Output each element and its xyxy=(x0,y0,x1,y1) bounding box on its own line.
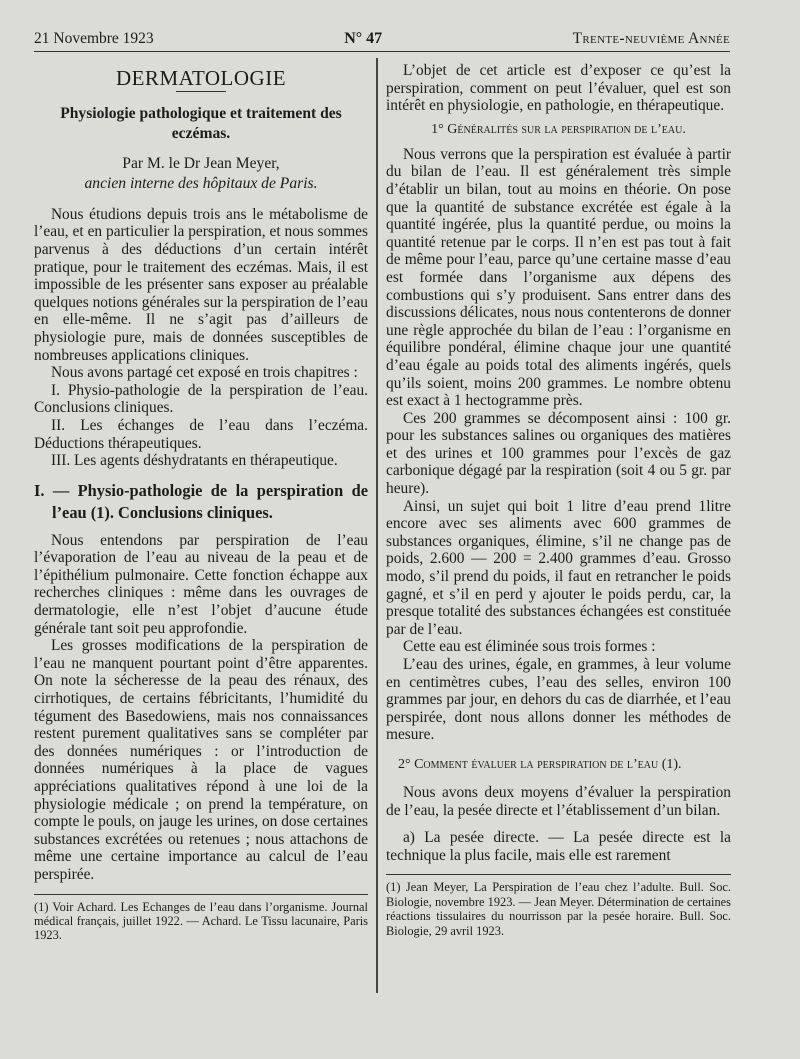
paragraph: Ainsi, un sujet qui boit 1 litre d’eau prend 1litre encore avec ses aliments avec 600 grammes de substances organiques, élimine, s’il ne change pas de poids, 2.600 — 200 = 2.400 grammes d’eau. Grosso modo, s’il prend du poids, il faut en retrancher le poids gagné, et s’il en perd y ajouter le poids perdu, car, la presque totalité des substances échangées est constituée par de l’eau. xyxy=(386,497,731,638)
paragraph: Nous étudions depuis trois ans le métabolisme de l’eau, et en particulier la perspiration, et nous sommes parvenus à des déductions d’un certain intérêt pratique, pour le traitement des eczémas. Mais, il est impossible de les présenter sans exposer au préalable quelques notions générales sur la perspiration de l’eau en elle-même. Il ne s’agit pas d’ailleurs de physiologie pure, mais de données susceptibles de nombreuses applications cliniques. xyxy=(34,205,368,364)
right-column xyxy=(386,62,731,938)
title-rule xyxy=(176,91,226,92)
paragraph: Ces 200 grammes se décomposent ainsi : 100 gr. pour les substances salines ou organiques des matières et des urines et 100 grammes pour l’excès de gaz carbonique dégagé par la respiration (soit 4 ou 5 gr. par heure). xyxy=(386,409,731,498)
chapter-item: III. Les agents déshydratants en thérapeutique. xyxy=(50,452,338,470)
chapter-item: I. Physio-pathologie de la perspiration de l’eau. Conclusions cliniques. xyxy=(34,381,368,417)
paragraph: Nous avons partagé cet exposé en trois chapitres : xyxy=(50,364,358,382)
section-heading: I. — Physio-pathologie de la perspiration de l’eau (1). Conclusions cliniques. xyxy=(34,480,368,522)
page-header xyxy=(34,26,730,52)
footnote-rule xyxy=(386,874,731,875)
paragraph: Nous entendons par perspiration de l’eau l’évaporation de l’eau au niveau de la peau et de l’épithélium pulmonaire. Cette fonction échappe aux recherches cliniques : même dans les ouvrages de dermatologie, elle n’est l’objet d’aucune étude générale tant soit peu approfondie. xyxy=(34,531,368,637)
issue-number: N° 47 xyxy=(344,30,383,47)
paragraph: a) La pesée directe. — La pesée directe est la technique la plus facile, mais elle est rarement xyxy=(386,829,731,864)
section-title: DERMATOLOGIE xyxy=(115,66,287,90)
paragraph: L’eau des urines, égale, en grammes, à leur volume en centimètres cubes, l’eau des selles, environ 100 grammes par jour, en dehors du cas de diarrhée, et l’eau perspirée, dont nous allons donner les méthodes de mesure. xyxy=(386,656,731,744)
author-block xyxy=(34,154,368,194)
paragraph: L’objet de cet article est d’exposer ce qu’est la perspiration, comment on peut l’évaluer, quel est son intérêt en physiologie, en pathologie, en thérapeutique. xyxy=(386,62,731,115)
footnote-rule xyxy=(34,894,368,895)
issue-date: 21 Novembre 1923 xyxy=(34,30,154,47)
paragraph: Nous avons deux moyens d’évaluer la perspiration de l’eau, la pesée directe et l’établissement d’un bilan. xyxy=(386,783,731,819)
paragraph: Les grosses modifications de la perspiration de l’eau ne manquent pourtant point d’être apparentes. On note la sécheresse de la peau des rénaux, des cirrhotiques, de certains fébricitants, l’humidité du tégument des Basedowiens, mais nos connaissances restent purement qualitatives sans se compléter par des données numériques : or l’introduction de données numériques à la place de vagues appréciations qualitatives répond à une loi de la physiologie médicale ; on prend la température, on compte le pouls, on jauge les urines, on dose certaines substances excrétées ou retenues ; nous attachons de même une certaine importance au calcul de l’eau perspirée. xyxy=(34,637,368,883)
column-divider xyxy=(376,58,378,993)
footnote: (1) Voir Achard. Les Echanges de l’eau dans l’organisme. Journal médical français, juillet 1922. — Achard. Le Tissu lacunaire, Paris 1923. xyxy=(34,899,368,943)
author-affiliation: ancien interne des hôpitaux de Paris. xyxy=(84,174,318,192)
subsection-heading: 1° Généralités sur la perspiration de l’eau. xyxy=(431,121,686,137)
footnote: (1) Jean Meyer, La Perspiration de l’eau chez l’adulte. Bull. Soc. Biologie, novembre 1923. — Jean Meyer. Détermination de certaines réactions tissulaires du nourrisson par la pesée horaire. Bull. Soc. Biologie, 29 avril 1923. xyxy=(386,880,731,938)
article-title: Physiologie pathologique et traitement des eczémas. xyxy=(60,104,342,142)
issue-year: Trente-neuvième Année xyxy=(572,30,730,47)
author-line: Par M. le Dr Jean Meyer, xyxy=(122,154,280,172)
left-column xyxy=(34,62,368,943)
paragraph: Nous verrons que la perspiration est évaluée à partir du bilan de l’eau. Il est généralement très simple d’établir un bilan, tout au moins en théorie. On pose que la quantité de substance excrétée est égale à la quantité ingérée, plus la quantité perdue, ou moins la quantité retenue par le corps. Il n’en est pas tout à fait de même pour l’eau, parce qu’une certaine masse d’eau est formée dans l’organisme aux dépens des combustions qui s’y produisent. Sans entrer dans des discussions délicates, nous nous contenterons de donner une règle approchée du bilan de l’eau : l’organisme en équilibre pondéral, élimine chaque jour une quantité d’eau égale au poids total des aliments ingérés, quels qu’ils soient, moins 200 grammes. Le nombre obtenu est exact à 1 hectogramme près. xyxy=(386,145,731,410)
chapter-item: II. Les échanges de l’eau dans l’eczéma. Déductions thérapeutiques. xyxy=(34,416,368,452)
subsection-heading: 2° Comment évaluer la perspiration de l’eau (1). xyxy=(398,756,682,772)
paragraph: Cette eau est éliminée sous trois formes : xyxy=(402,638,656,656)
